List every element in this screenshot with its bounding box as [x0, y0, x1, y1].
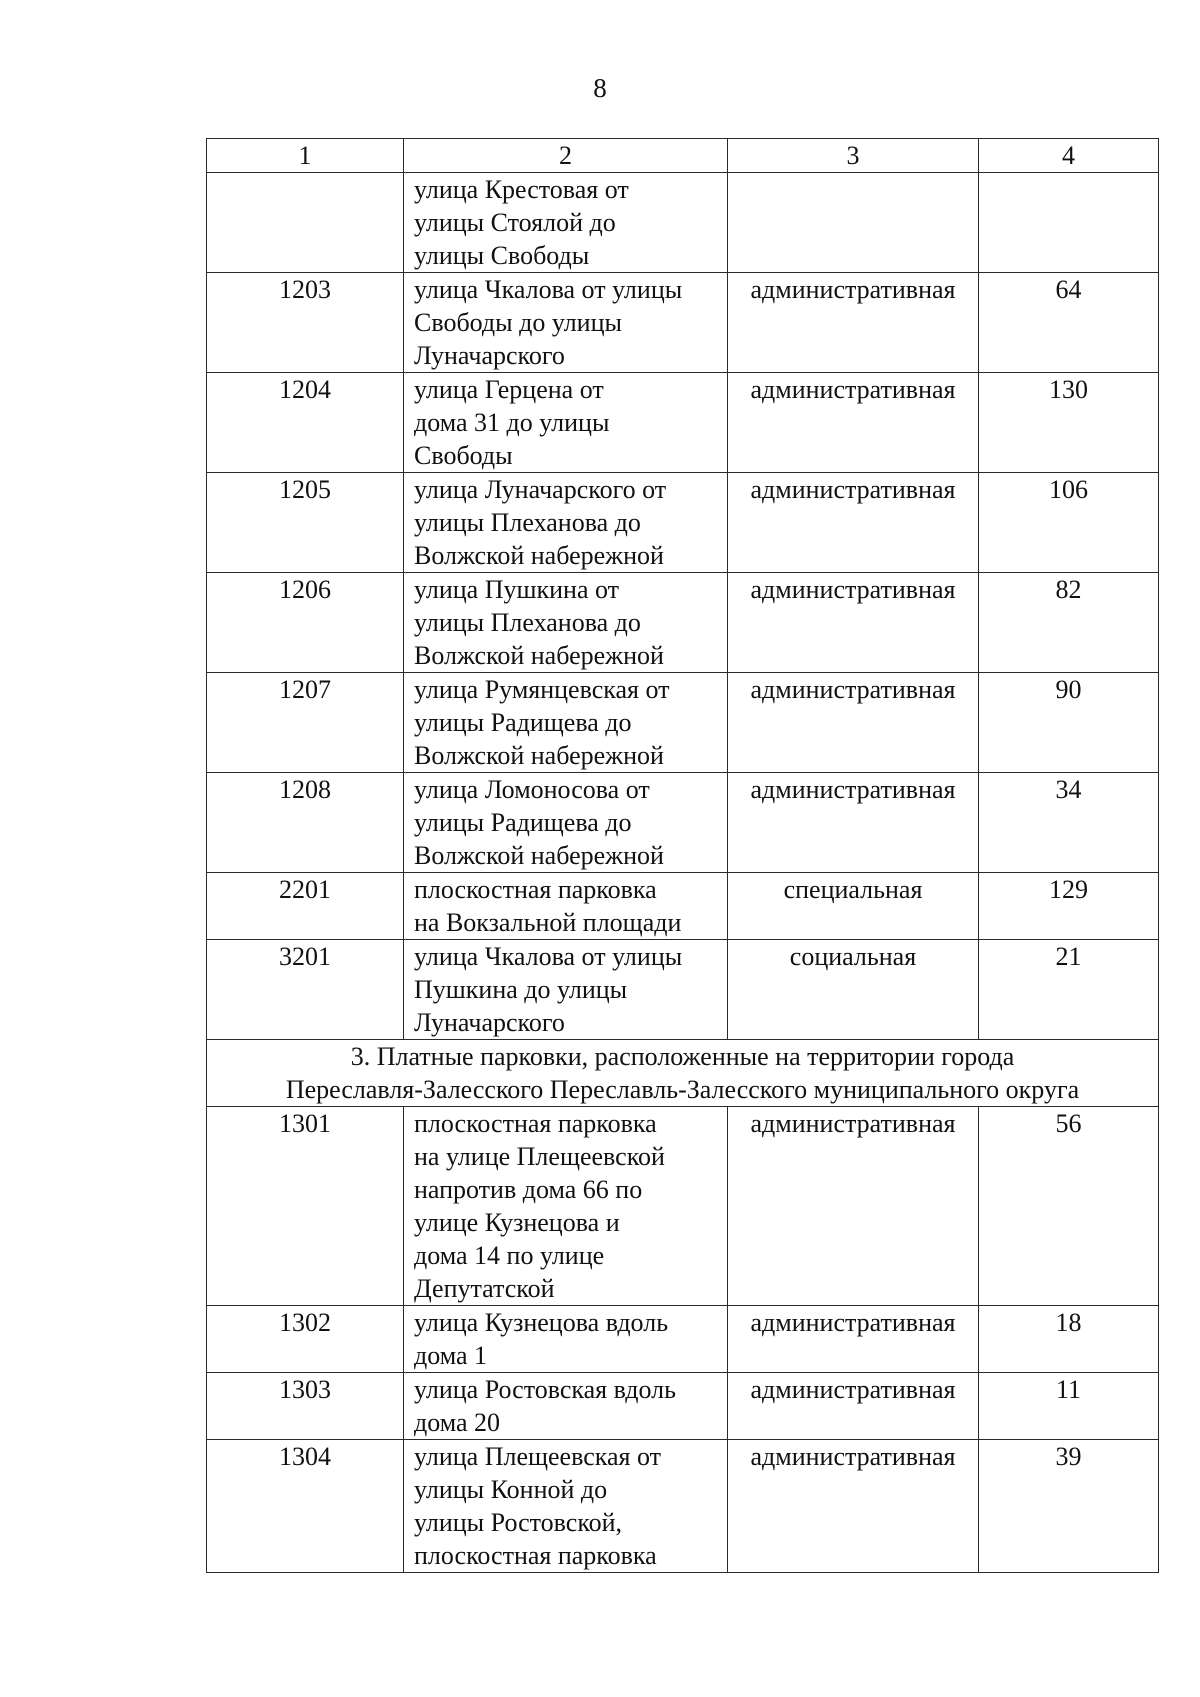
- parking-location-line: напротив дома 66 по: [414, 1175, 643, 1204]
- parking-location: [404, 1306, 728, 1373]
- parking-number: 3201: [207, 940, 404, 1040]
- parking-location-line: дома 14 по улице: [414, 1241, 605, 1270]
- column-header-2: 2: [404, 139, 728, 173]
- parking-number: 1304: [207, 1440, 404, 1573]
- parking-location-line: улицы Стоялой до: [414, 208, 616, 237]
- table-header-row: [207, 139, 1159, 173]
- parking-location-line: на Вокзальной площади: [414, 908, 682, 937]
- parking-location-line: улица Ростовская вдоль: [414, 1375, 676, 1404]
- parking-type: административная: [728, 1373, 979, 1440]
- parking-location-line: Свободы до улицы: [414, 308, 622, 337]
- table-row: [207, 940, 1159, 1040]
- parking-location-line: дома 31 до улицы: [414, 408, 610, 437]
- parking-location-line: улицы Плеханова до: [414, 508, 641, 537]
- parking-location: [404, 940, 728, 1040]
- table-row: [207, 473, 1159, 573]
- parking-type: административная: [728, 1440, 979, 1573]
- parking-location-line: Пушкина до улицы: [414, 975, 628, 1004]
- parking-spaces: 39: [979, 1440, 1159, 1573]
- parking-number: 1203: [207, 273, 404, 373]
- parking-location-line: плоскостная парковка: [414, 1541, 657, 1570]
- section-heading-row: [207, 1040, 1159, 1107]
- parking-number: 1205: [207, 473, 404, 573]
- parking-spaces: 106: [979, 473, 1159, 573]
- parking-type: специальная: [728, 873, 979, 940]
- parking-location-line: улицы Радищева до: [414, 808, 632, 837]
- parking-table-body: [207, 139, 1159, 1573]
- parking-type: административная: [728, 573, 979, 673]
- parking-location-line: Свободы: [414, 441, 513, 470]
- parking-location-line: улица Чкалова от улицы: [414, 942, 683, 971]
- parking-number: [207, 173, 404, 273]
- parking-spaces: [979, 173, 1159, 273]
- parking-spaces: 64: [979, 273, 1159, 373]
- table-row: [207, 573, 1159, 673]
- parking-location-line: улицы Конной до: [414, 1475, 608, 1504]
- parking-location-line: плоскостная парковка: [414, 1109, 657, 1138]
- parking-type: административная: [728, 373, 979, 473]
- parking-location: [404, 673, 728, 773]
- parking-spaces: 82: [979, 573, 1159, 673]
- parking-number: 1204: [207, 373, 404, 473]
- parking-location-line: Волжской набережной: [414, 641, 664, 670]
- parking-location-line: улица Плещеевская от: [414, 1442, 662, 1471]
- parking-spaces: 34: [979, 773, 1159, 873]
- column-header-4: 4: [979, 139, 1159, 173]
- parking-type: [728, 173, 979, 273]
- parking-number: 1303: [207, 1373, 404, 1440]
- parking-type: административная: [728, 473, 979, 573]
- parking-location: [404, 273, 728, 373]
- parking-location-line: улица Крестовая от: [414, 175, 629, 204]
- parking-type: административная: [728, 1306, 979, 1373]
- parking-location: [404, 1373, 728, 1440]
- parking-location: [404, 1107, 728, 1306]
- column-header-3: 3: [728, 139, 979, 173]
- parking-location-line: улице Кузнецова и: [414, 1208, 620, 1237]
- section-heading: [207, 1040, 1159, 1107]
- parking-location-line: плоскостная парковка: [414, 875, 657, 904]
- parking-location-line: улица Луначарского от: [414, 475, 667, 504]
- parking-location: [404, 1440, 728, 1573]
- column-header-1: 1: [207, 139, 404, 173]
- table-row: [207, 1440, 1159, 1573]
- parking-location-line: улица Кузнецова вдоль: [414, 1308, 669, 1337]
- section-heading-line: 3. Платные парковки, расположенные на территории города: [350, 1042, 1015, 1071]
- parking-location-line: улицы Плеханова до: [414, 608, 641, 637]
- parking-location: [404, 373, 728, 473]
- parking-type: социальная: [728, 940, 979, 1040]
- parking-location-line: улица Герцена от: [414, 375, 604, 404]
- table-row: [207, 373, 1159, 473]
- parking-location-line: на улице Плещеевской: [414, 1142, 665, 1171]
- parking-location-line: Депутатской: [414, 1274, 555, 1303]
- parking-location-line: Волжской набережной: [414, 541, 664, 570]
- parking-location-line: Волжской набережной: [414, 841, 664, 870]
- table-row: [207, 673, 1159, 773]
- table-row: [207, 273, 1159, 373]
- parking-location: [404, 773, 728, 873]
- parking-spaces: 56: [979, 1107, 1159, 1306]
- parking-type: административная: [728, 273, 979, 373]
- parking-spaces: 11: [979, 1373, 1159, 1440]
- parking-location-line: улицы Ростовской,: [414, 1508, 623, 1537]
- section-heading-line: Переславля-Залесского Переславль-Залесского муниципального округа: [285, 1075, 1080, 1104]
- parking-location: [404, 573, 728, 673]
- table-row: [207, 1373, 1159, 1440]
- parking-location-line: улица Ломоносова от: [414, 775, 650, 804]
- parking-location-line: улицы Свободы: [414, 241, 590, 270]
- parking-location-line: улица Чкалова от улицы: [414, 275, 683, 304]
- parking-spaces: 18: [979, 1306, 1159, 1373]
- parking-location-line: дома 20: [414, 1408, 501, 1437]
- table-row: [207, 1306, 1159, 1373]
- table-row: [207, 1107, 1159, 1306]
- parking-number: 1302: [207, 1306, 404, 1373]
- parking-number: 1207: [207, 673, 404, 773]
- table-row: [207, 873, 1159, 940]
- parking-location-line: улицы Радищева до: [414, 708, 632, 737]
- parking-table: [206, 138, 1159, 1573]
- page-number: 8: [593, 73, 607, 103]
- parking-spaces: 90: [979, 673, 1159, 773]
- parking-spaces: 21: [979, 940, 1159, 1040]
- parking-location-line: улица Румянцевская от: [414, 675, 670, 704]
- parking-location-line: улица Пушкина от: [414, 575, 620, 604]
- parking-number: 1301: [207, 1107, 404, 1306]
- parking-type: административная: [728, 1107, 979, 1306]
- parking-location: [404, 473, 728, 573]
- parking-type: административная: [728, 673, 979, 773]
- parking-spaces: 130: [979, 373, 1159, 473]
- parking-location: [404, 873, 728, 940]
- parking-location: [404, 173, 728, 273]
- parking-location-line: дома 1: [414, 1341, 488, 1370]
- parking-type: административная: [728, 773, 979, 873]
- parking-spaces: 129: [979, 873, 1159, 940]
- table-row: [207, 173, 1159, 273]
- parking-location-line: Луначарского: [414, 341, 565, 370]
- parking-location-line: Волжской набережной: [414, 741, 664, 770]
- parking-location-line: Луначарского: [414, 1008, 565, 1037]
- parking-number: 1206: [207, 573, 404, 673]
- table-row: [207, 773, 1159, 873]
- parking-number: 2201: [207, 873, 404, 940]
- parking-number: 1208: [207, 773, 404, 873]
